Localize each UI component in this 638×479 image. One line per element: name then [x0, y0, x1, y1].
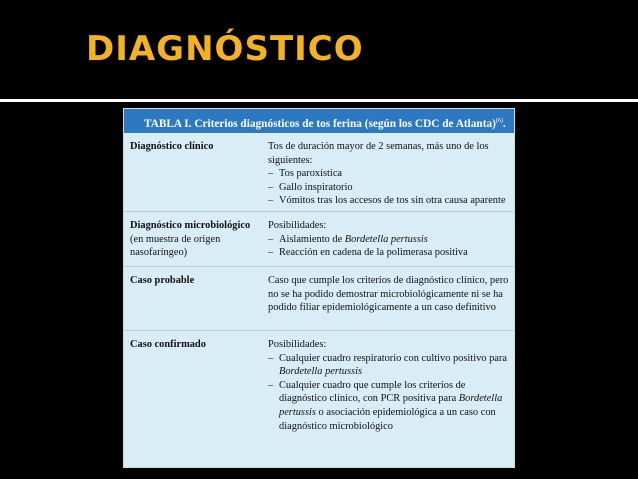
row-content-cell: [268, 140, 514, 211]
row-intro: Tos de duración mayor de 2 semanas, más uno de los siguientes:: [268, 141, 489, 166]
table-row: [124, 212, 514, 267]
row-sublabel: (en muestra de origen nasofaríngeo): [130, 233, 221, 259]
organism-name: Bordetella pertussis: [279, 393, 503, 418]
organism-name: Bordetella pertussis: [279, 366, 363, 378]
row-content-cell: [268, 338, 514, 445]
row-content-cell: [268, 274, 514, 330]
row-list-item: – Tos paroxística: [268, 167, 510, 181]
row-content-cell: [268, 219, 514, 266]
row-list-item: – Cualquier cuadro que cumple los criterios de diagnóstico clínico, con PCR positiva para Bordetella pertussis o asociación epidemiológica a un caso con diagnóstico microbiológico: [268, 379, 510, 433]
row-label: Caso confirmado: [130, 339, 206, 350]
row-list-item: – Reacción en cadena de la polimerasa positiva: [268, 246, 510, 260]
table-row: [124, 331, 514, 445]
row-label: Caso probable: [130, 275, 195, 286]
row-intro: Posibilidades:: [268, 339, 327, 350]
table-header-text: TABLA I. Criterios diagnósticos de tos ferina (según los CDC de Atlanta): [144, 117, 496, 130]
row-list-item: – Aislamiento de Bordetella pertussis: [268, 233, 510, 247]
row-label-cell: [124, 338, 268, 445]
title-divider: [0, 99, 638, 102]
table-header-ref: (6): [495, 118, 503, 124]
criteria-table: [123, 108, 515, 468]
row-list-item: – Gallo inspiratorio: [268, 181, 510, 195]
row-intro: Posibilidades:: [268, 220, 327, 231]
row-label: Diagnóstico clínico: [130, 141, 214, 152]
table-row: [124, 133, 514, 212]
row-label-cell: [124, 274, 268, 330]
slide-title: DIAGNÓSTICO: [86, 29, 364, 69]
row-list-item: – Vómitos tras los accesos de tos sin otra causa aparente: [268, 194, 510, 208]
table-header: [124, 109, 514, 133]
row-intro: Caso que cumple los criterios de diagnóstico clínico, pero no se ha podido demostrar microbiológicamente ni se ha podido filiar epidemiológicamente a un caso definitivo: [268, 275, 509, 314]
row-label-cell: [124, 140, 268, 211]
row-list-item: – Cualquier cuadro respiratorio con cultivo positivo para Bordetella pertussis: [268, 352, 510, 379]
row-label: Diagnóstico microbiológico: [130, 220, 251, 231]
table-row: [124, 267, 514, 331]
table-header-period: .: [502, 117, 506, 130]
row-label-cell: [124, 219, 268, 266]
organism-name: Bordetella pertussis: [344, 233, 428, 245]
